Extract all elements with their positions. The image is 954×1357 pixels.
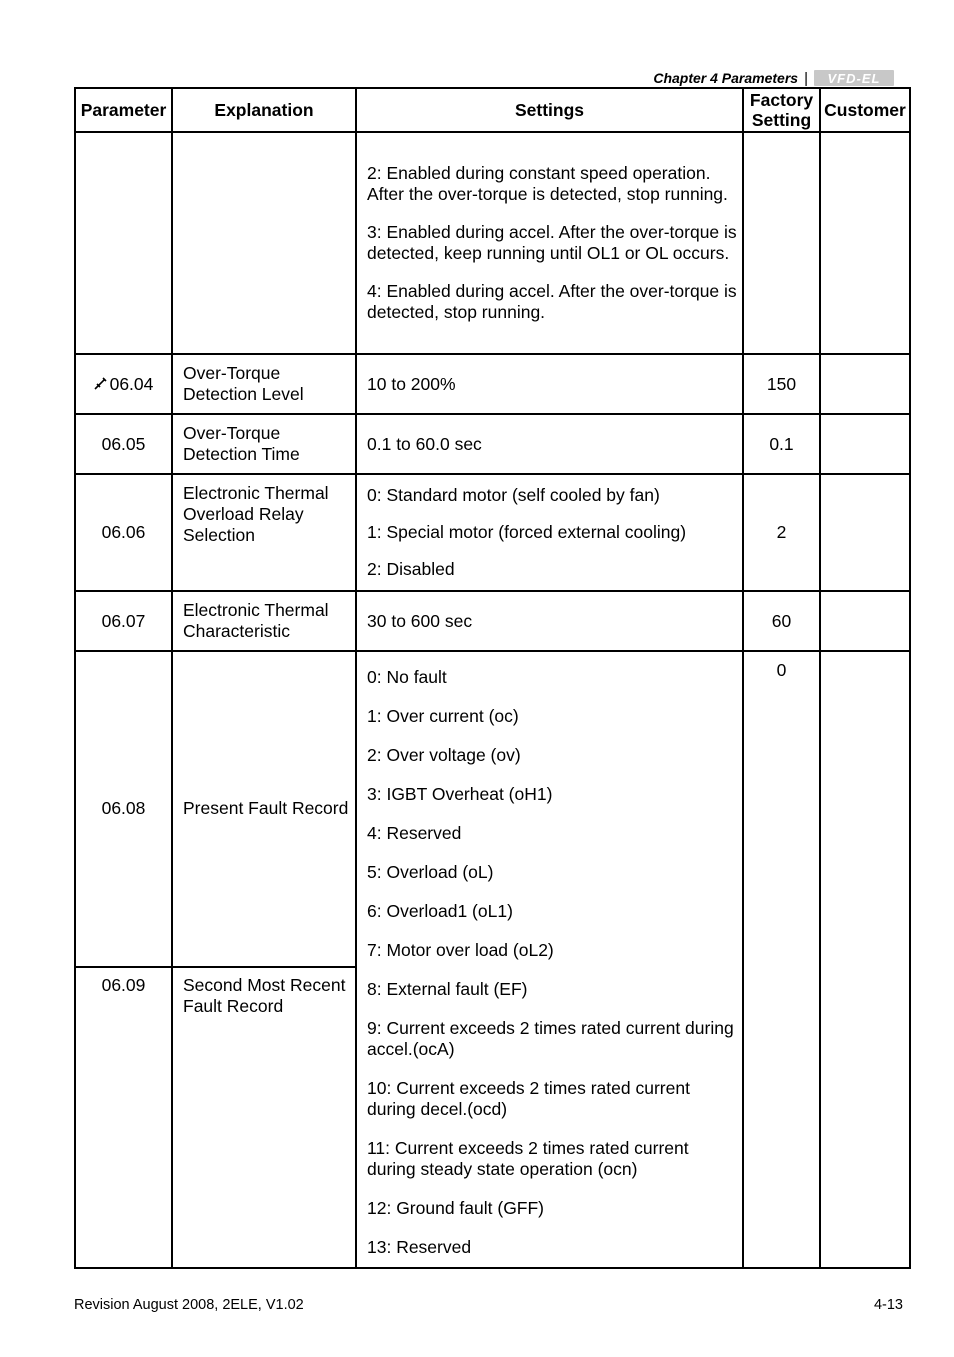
factory-cell: 60: [743, 591, 820, 651]
settings-cell: 10 to 200%: [356, 354, 743, 414]
header-separator: |: [804, 69, 808, 87]
param-cell: [75, 354, 172, 414]
param-number: 06.04: [109, 373, 154, 394]
factory-cell: 0.1: [743, 414, 820, 474]
factory-cell: 150: [743, 354, 820, 414]
settings-cell: [356, 132, 743, 354]
table-row: [75, 474, 910, 591]
header-customer: Customer: [820, 88, 910, 132]
customer-cell: [820, 132, 910, 354]
explanation-cell: Electronic Thermal Characteristic: [172, 591, 356, 651]
header-factory-setting: [743, 88, 820, 132]
param-cell: 06.06: [75, 474, 172, 591]
setting-option: 9: Current exceeds 2 times rated current during accel.(ocA): [367, 1018, 734, 1059]
setting-option: 2: Enabled during constant speed operation. After the over-torque is detected, stop running.: [367, 163, 728, 204]
header-explanation: Explanation: [172, 88, 356, 132]
header-factory-line1: Factory: [749, 90, 814, 110]
footer-revision: Revision August 2008, 2ELE, V1.02: [74, 1297, 304, 1313]
settings-cell: [356, 474, 743, 591]
factory-cell: 0: [743, 651, 820, 1268]
customer-cell: [820, 651, 910, 1268]
setting-option: 2: Over voltage (ov): [367, 745, 521, 765]
customer-cell: [820, 591, 910, 651]
setting-option: 0: No fault: [367, 667, 447, 687]
settings-cell: 30 to 600 sec: [356, 591, 743, 651]
table-row: [75, 591, 910, 651]
explanation-cell: Present Fault Record: [172, 651, 356, 967]
explanation-cell: Electronic Thermal Overload Relay Selection: [172, 474, 356, 591]
fault-settings-cell: [356, 651, 743, 1268]
table-row: [75, 132, 910, 354]
explanation-cell: [172, 132, 356, 354]
table-row: [75, 651, 910, 967]
setting-option: 7: Motor over load (oL2): [367, 940, 554, 960]
setting-option: 8: External fault (EF): [367, 979, 528, 999]
factory-cell: 2: [743, 474, 820, 591]
header-settings: Settings: [356, 88, 743, 132]
setting-option: 12: Ground fault (GFF): [367, 1198, 545, 1218]
setting-option: 0: Standard motor (self cooled by fan): [367, 485, 660, 505]
setting-option: 3: IGBT Overheat (oH1): [367, 784, 553, 804]
parameter-table: [74, 87, 911, 1269]
customer-cell: [820, 354, 910, 414]
setting-option: 10: Current exceeds 2 times rated current during decel.(ocd): [367, 1078, 690, 1119]
setting-option: 2: Disabled: [367, 559, 455, 579]
param-cell: [75, 132, 172, 354]
setting-option: 4: Enabled during accel. After the over-torque is detected, stop running.: [367, 281, 737, 322]
param-cell: 06.05: [75, 414, 172, 474]
settings-cell: 0.1 to 60.0 sec: [356, 414, 743, 474]
explanation-cell: Over-Torque Detection Time: [172, 414, 356, 474]
brand-logo: VFD-EL: [814, 70, 894, 86]
setting-option: 5: Overload (oL): [367, 862, 494, 882]
setting-option: 13: Reserved: [367, 1237, 472, 1257]
setting-option: 6: Overload1 (oL1): [367, 901, 513, 921]
factory-cell: [743, 132, 820, 354]
param-cell: 06.08: [75, 651, 172, 967]
setting-option: 1: Over current (oc): [367, 706, 519, 726]
table-row: [75, 354, 910, 414]
footer-page-number: 4-13: [873, 1297, 903, 1313]
explanation-cell: Over-Torque Detection Level: [172, 354, 356, 414]
customer-cell: [820, 474, 910, 591]
chapter-title: Chapter 4 Parameters: [653, 70, 799, 86]
page-header: [653, 67, 894, 89]
customer-cell: [820, 414, 910, 474]
setting-option: 3: Enabled during accel. After the over-torque is detected, keep running until OL1 or OL occurs.: [367, 222, 737, 263]
param-cell: 06.09: [75, 967, 172, 1268]
table-header-row: [75, 88, 910, 132]
table-row: [75, 414, 910, 474]
setting-option: 4: Reserved: [367, 823, 462, 843]
pen-icon: [94, 376, 108, 394]
header-factory-line2: Setting: [751, 110, 812, 130]
param-cell: 06.07: [75, 591, 172, 651]
header-parameter: Parameter: [75, 88, 172, 132]
setting-option: 11: Current exceeds 2 times rated current during steady state operation (ocn): [367, 1138, 689, 1179]
explanation-cell: Second Most Recent Fault Record: [172, 967, 356, 1268]
setting-option: 1: Special motor (forced external cooling): [367, 522, 687, 542]
